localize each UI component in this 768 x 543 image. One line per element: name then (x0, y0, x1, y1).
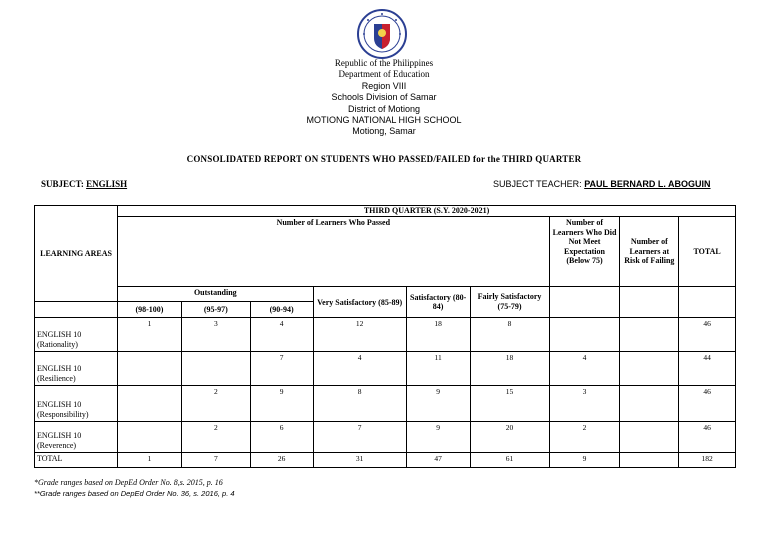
teacher-value: PAUL BERNARD L. ABOGUIN (584, 179, 711, 189)
report-table (34, 205, 736, 468)
cell-satisfactory: 18 (406, 318, 470, 352)
cell-95-97: 2 (181, 422, 250, 453)
cell-total: 44 (679, 352, 736, 386)
totals-label: TOTAL (35, 453, 118, 468)
cell-very-satisfactory: 8 (313, 386, 406, 422)
cell-total: 46 (679, 386, 736, 422)
teacher-line (493, 179, 711, 189)
total-blank (679, 287, 736, 318)
cell-very-satisfactory: 12 (313, 318, 406, 352)
footnote-1: *Grade ranges based on DepEd Order No. 8,s. 2015, p. 16 (34, 478, 223, 487)
learning-areas-header: LEARNING AREAS (35, 206, 118, 302)
range-90-94: (90-94) (250, 302, 313, 318)
cell-total: 46 (679, 318, 736, 352)
area-cell: ENGLISH 10 (Reverence) (35, 422, 118, 453)
cell-did-not-meet: 2 (549, 422, 620, 453)
did-not-meet-header: Number of Learners Who Did Not Meet Expectation (Below 75) (549, 217, 620, 287)
cell-satisfactory: 9 (406, 386, 470, 422)
subject-value: ENGLISH (86, 179, 128, 189)
fairly-satisfactory-header: Fairly Satisfactory (75-79) (470, 287, 549, 318)
cell-did-not-meet: 4 (549, 352, 620, 386)
total-90-94: 26 (250, 453, 313, 468)
cell-98-100: 1 (118, 318, 182, 352)
satisfactory-header: Satisfactory (80-84) (406, 287, 470, 318)
cell-90-94: 7 (250, 352, 313, 386)
cell-did-not-meet (549, 318, 620, 352)
very-satisfactory-header: Very Satisfactory (85-89) (313, 287, 406, 318)
deped-seal-icon (356, 8, 408, 60)
range-98-100: (98-100) (118, 302, 182, 318)
table-row (35, 352, 736, 386)
area-cell: ENGLISH 10 (Resilience) (35, 352, 118, 386)
cell-did-not-meet: 3 (549, 386, 620, 422)
passed-header: Number of Learners Who Passed (118, 217, 549, 287)
total-very-satisfactory: 31 (313, 453, 406, 468)
total-header: TOTAL (679, 217, 736, 287)
header-address: Motiong, Samar (352, 126, 416, 137)
subject-label: SUBJECT: (41, 179, 87, 189)
table-row (35, 318, 736, 352)
cell-95-97: 2 (181, 386, 250, 422)
at-risk-blank (620, 287, 679, 318)
cell-98-100 (118, 422, 182, 453)
header-republic: Republic of the Philippines (334, 58, 434, 68)
area-cell: ENGLISH 10 (Rationality) (35, 318, 118, 352)
cell-95-97 (181, 352, 250, 386)
area-blank (35, 302, 118, 318)
did-not-meet-blank (549, 287, 620, 318)
cell-at-risk (620, 352, 679, 386)
total-at-risk (620, 453, 679, 468)
total-fairly-satisfactory: 61 (470, 453, 549, 468)
footnotes (34, 477, 235, 499)
cell-at-risk (620, 318, 679, 352)
quarter-header: THIRD QUARTER (S.Y. 2020-2021) (118, 206, 736, 217)
cell-fairly-satisfactory: 8 (470, 318, 549, 352)
header-department: Department of Education (338, 69, 430, 80)
cell-total: 46 (679, 422, 736, 453)
cell-98-100 (118, 386, 182, 422)
letterhead (0, 58, 768, 138)
cell-90-94: 6 (250, 422, 313, 453)
at-risk-header: Number of Learners at Risk of Failing (620, 217, 679, 287)
header-division: Schools Division of Samar (331, 92, 437, 103)
subject-line (41, 179, 127, 189)
cell-fairly-satisfactory: 15 (470, 386, 549, 422)
cell-satisfactory: 11 (406, 352, 470, 386)
cell-90-94: 9 (250, 386, 313, 422)
report-title: CONSOLIDATED REPORT ON STUDENTS WHO PASSED/FAILED for the THIRD QUARTER (186, 154, 582, 164)
total-98-100: 1 (118, 453, 182, 468)
outstanding-header: Outstanding (118, 287, 313, 302)
table-row (35, 422, 736, 453)
cell-90-94: 4 (250, 318, 313, 352)
total-satisfactory: 47 (406, 453, 470, 468)
cell-fairly-satisfactory: 20 (470, 422, 549, 453)
cell-at-risk (620, 422, 679, 453)
footnote-2: **Grade ranges based on DepEd Order No. 36, s. 2016, p. 4 (34, 489, 235, 498)
totals-row (35, 453, 736, 468)
cell-very-satisfactory: 4 (313, 352, 406, 386)
cell-95-97: 3 (181, 318, 250, 352)
cell-98-100 (118, 352, 182, 386)
area-cell: ENGLISH 10 (Responsibility) (35, 386, 118, 422)
total-95-97: 7 (181, 453, 250, 468)
grand-total: 182 (679, 453, 736, 468)
range-95-97: (95-97) (181, 302, 250, 318)
cell-fairly-satisfactory: 18 (470, 352, 549, 386)
total-did-not-meet: 9 (549, 453, 620, 468)
cell-very-satisfactory: 7 (313, 422, 406, 453)
header-region: Region VIII (361, 80, 407, 91)
header-school: MOTIONG NATIONAL HIGH SCHOOL (306, 115, 462, 126)
table-row (35, 386, 736, 422)
cell-at-risk (620, 386, 679, 422)
cell-satisfactory: 9 (406, 422, 470, 453)
teacher-label: SUBJECT TEACHER: (493, 179, 585, 189)
header-district: District of Motiong (347, 103, 421, 114)
